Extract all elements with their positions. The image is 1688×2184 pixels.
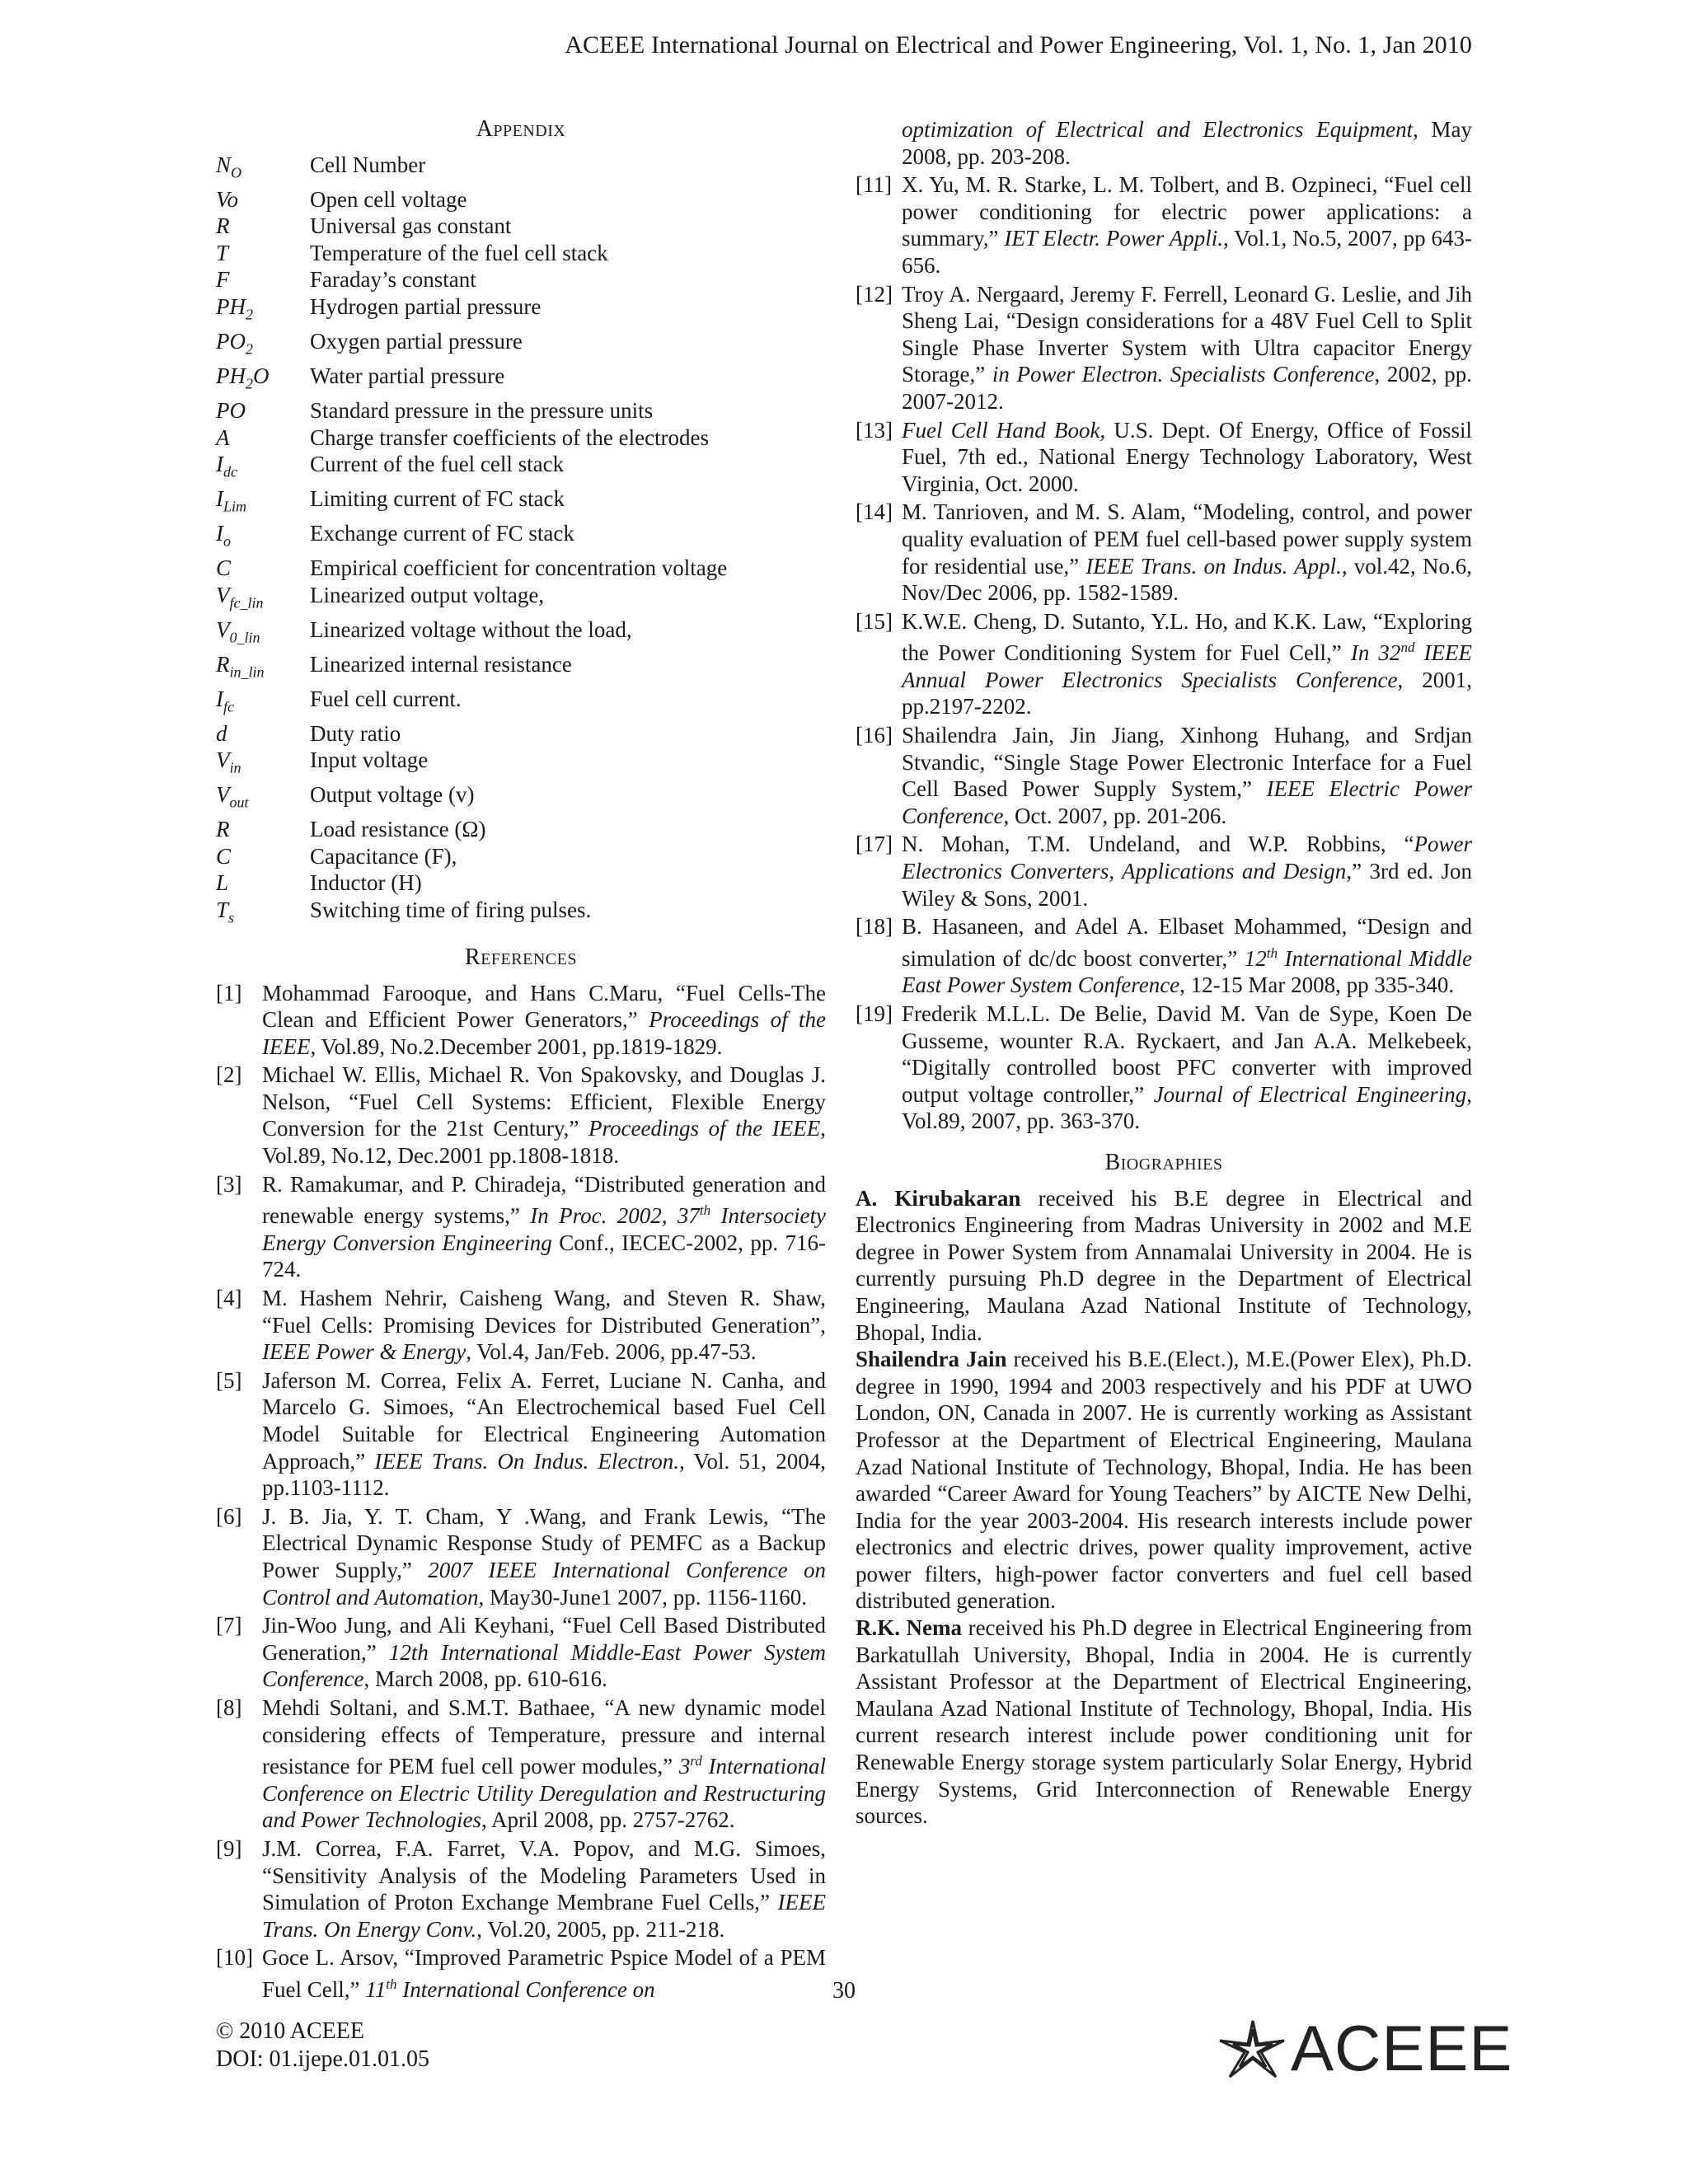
reference-item [856, 831, 1472, 912]
biography-text: received his B.E.(Elect.), M.E.(Power Elex), Ph.D. degree in 1990, 1994 and 2003 respectively and his PDF at UWO London, ON, Canada in 2007. He is currently working as Assistant Professor at the Department of Electrical Engineering, Maulana Azad National Institute of Technology, Bhopal, India. He has been awarded “Career Award for Young Teachers” by AICTE New Delhi, India for the year 2003-2004. His research interests include power electronics and electric drives, power quality improvement, active power filters, high-power factor converters and fuel cell based distributed generation. [856, 1347, 1472, 1614]
italic-text: International Middle East Power System Conference [902, 945, 1473, 998]
reference-number: [9] [216, 1835, 242, 1861]
biography-list [856, 1185, 1472, 1830]
symbol-definition: Load resistance (Ω) [310, 817, 486, 842]
biography-paragraph [856, 1346, 1472, 1615]
text-segment: Jin-Woo Jung, and Ali Keyhani, “Fuel Cell Based Distributed Generation,” [262, 1613, 826, 1665]
symbol-subscript: O [231, 163, 242, 180]
reference-item [216, 1835, 826, 1943]
symbol-definition: Input voltage [310, 748, 429, 773]
reference-number: [8] [216, 1694, 242, 1720]
reference-text [262, 1062, 826, 1169]
symbol-definition: Universal gas constant [310, 213, 512, 239]
text-segment: M. Hashem Nehrir, Caisheng Wang, and Steven R. Shaw, “Fuel Cells: Promising Devices for Distributed Generation”, [262, 1286, 826, 1338]
symbol-definition: Linearized output voltage, [310, 582, 545, 607]
symbol-subscript: out [229, 794, 249, 811]
text-segment: Jaferson M. Correa, Felix A. Ferret, Luciane N. Canha, and Marcelo G. Simoes, “An Electrochemical based Fuel Cell Model Suitable for Electrical Engineering Automation Approach,” [262, 1367, 826, 1474]
text-segment: , 2002, pp. 2007-2012. [902, 362, 1472, 414]
italic-text: Journal of Electrical Engineering [1153, 1081, 1467, 1107]
symbol-subscript: Lim [223, 498, 247, 515]
symbol-definition: Cell Number [310, 152, 426, 177]
reference-number: [18] [856, 914, 893, 940]
symbol-row [216, 397, 826, 424]
text-segment: J. B. Jia, Y. T. Cham, Y .Wang, and Frank Lewis, “The Electrical Dynamic Response Study of PEMFC as a Backup Power Supply,” [262, 1503, 826, 1582]
symbol-row [216, 266, 826, 293]
symbol-row [216, 747, 826, 781]
appendix-heading: Appendix [476, 116, 566, 142]
symbol-row [216, 869, 826, 897]
text-segment: X. Yu, M. R. Starke, L. M. Tolbert, and B. Ozpineci, “Fuel cell power conditioning for electric power applications: a summary,” [902, 172, 1472, 251]
page-number: 30 [832, 1978, 856, 2004]
text-segment: U.S. Dept. Of Energy, Office of Fossil Fuel, 7th ed., National Energy Technology Laboratory, West Virginia, Oct. 2000. [902, 417, 1473, 496]
text-segment: , May 2008, pp. 203-208. [902, 117, 1472, 169]
symbol-definition: Oxygen partial pressure [310, 328, 523, 354]
symbol-definition: Switching time of firing pulses. [310, 897, 592, 922]
symbol: $I_o$ [216, 521, 231, 550]
author-name: R.K. Nema [856, 1615, 963, 1641]
biography-text: received his Ph.D degree in Electrical Engineering from Barkatullah University, Bhopal, India in 2004. He is currently Assistant Professor at the Department of Electrical Engineering, Maulana Azad National Institute of Technology, Bhopal, India. His current research interest include power conditioning unit for Renewable Energy storage system particularly Solar Energy, Hybrid Energy Systems, Grid Interconnection of Renewable Energy sources. [856, 1615, 1472, 1829]
biography-paragraph [856, 1615, 1472, 1830]
symbol: R [216, 817, 230, 842]
symbol-definition: Linearized voltage without the load, [310, 616, 632, 642]
symbol-list [216, 152, 826, 931]
text-segment: Troy A. Nergaard, Jeremy F. Ferrell, Leonard G. Leslie, and Jih Sheng Lai, “Design considerations for a 48V Fuel Cell to Split Single Phase Inverter System with Ultra capacitor Energy Storage,” [902, 281, 1472, 387]
doi-text: DOI: 01.ijepe.01.01.05 [216, 2046, 429, 2072]
text-segment: , 2001, pp.2197-2202. [902, 667, 1473, 719]
text-segment: , Vol.89, 2007, pp. 363-370. [902, 1081, 1472, 1134]
italic-text: In 32 [1350, 640, 1401, 666]
italic-text: 12th International Middle-East Power System Conference [262, 1639, 826, 1692]
logo-wordmark: ACEEE [1291, 2012, 1513, 2084]
symbol: $PH_2$ [216, 293, 253, 323]
italic-text: International Conference on Electric Utility Deregulation and Restructuring and Power Technologies [262, 1754, 826, 1833]
symbol-definition: Capacitance (F), [310, 843, 457, 869]
symbol-definition: Linearized internal resistance [310, 651, 572, 677]
text-segment: K.W.E. Cheng, D. Sutanto, Y.L. Ho, and K.K. Law, “Exploring the Power Conditioning System for Fuel Cell,” [902, 608, 1472, 666]
symbol: $I_{dc}$ [216, 452, 237, 480]
reference-text [262, 1612, 826, 1693]
reference-text [902, 913, 1472, 999]
reference-number: [2] [216, 1062, 242, 1088]
reference-item [216, 1503, 826, 1610]
author-name: A. Kirubakaran [856, 1185, 1021, 1211]
text-segment: , May30-June1 2007, pp. 1156-1160. [478, 1584, 807, 1610]
symbol: L [216, 870, 229, 896]
italic-text: International Conference on [396, 1976, 655, 2002]
reference-number: [15] [856, 608, 893, 634]
text-segment: Mehdi Soltani, and S.M.T. Bathaee, “A new dynamic model considering effects of Temperature, pressure and internal resistance for PEM fuel cell power modules,” [262, 1694, 826, 1779]
symbol-row [216, 424, 826, 452]
symbol: $V_{0\_lin}$ [216, 616, 260, 646]
reference-number: [6] [216, 1503, 242, 1529]
text-segment: R. Ramakumar, and P. Chiradeja, “Distributed generation and renewable energy systems,” [262, 1171, 826, 1229]
reference-item [216, 1285, 826, 1366]
symbol-definition: Current of the fuel cell stack [310, 452, 565, 477]
italic-text: In Proc. 2002, 37 [530, 1203, 700, 1229]
text-segment: ,” 3rd ed. Jon Wiley & Sons, 2001. [902, 859, 1472, 911]
text-segment: B. Hasaneen, and Adel A. Elbaset Mohammed, “Design and simulation of dc/dc boost converter,” [902, 914, 1472, 971]
italic-text: Power Electronics Converters, Applications and Design [902, 832, 1472, 884]
reference-text [262, 1694, 826, 1834]
reference-number: [13] [856, 417, 893, 443]
star-burst-icon [1215, 2016, 1291, 2082]
symbol: $N_O$ [216, 152, 242, 180]
text-segment: , April 2008, pp. 2757-2762. [481, 1807, 735, 1833]
reference-item [216, 980, 826, 1061]
right-column [856, 116, 1472, 1830]
biography-paragraph [856, 1185, 1472, 1347]
symbol: T [216, 240, 229, 265]
symbol: $V_{out}$ [216, 782, 249, 811]
symbol-definition: Empirical coefficient for concentration voltage [310, 555, 728, 581]
reference-continuation [856, 116, 1472, 170]
italic-text: 2007 IEEE International Conference on Control and Automation [262, 1557, 826, 1610]
reference-text [902, 722, 1472, 829]
symbol-row [216, 213, 826, 240]
text-segment: Michael W. Ellis, Michael R. Von Spakovsky, and Douglas J. Nelson, “Fuel Cell Systems: Efficient, Flexible Energy Conversion for the 21st Century,” [262, 1062, 826, 1141]
biography-text: received his B.E degree in Electrical and Electronics Engineering from Madras University in 2002 and M.E degree in Power System from Annamalai University in 2004. He is currently pursuing Ph.D degree in the Department of Electrical Engineering, Maulana Azad National Institute of Technology, Bhopal, India. [856, 1185, 1472, 1345]
reference-text [262, 1835, 826, 1943]
text-segment: M. Tanrioven, and M. S. Alam, “Modeling, control, and power quality evaluation of PEM fuel cell-based power supply system for residential use,” [902, 499, 1472, 579]
reference-item [856, 417, 1472, 498]
symbol-subscript: fc [223, 697, 234, 715]
reference-number: [17] [856, 832, 893, 857]
symbol: $V_{fc\_lin}$ [216, 582, 264, 612]
reference-item [216, 1367, 826, 1502]
reference-text [262, 1367, 826, 1502]
italic-text: IET Electr. Power Appli. [1004, 226, 1224, 251]
symbol-subscript: dc [223, 463, 237, 480]
symbol-row [216, 816, 826, 843]
symbol-definition: Duty ratio [310, 720, 401, 746]
reference-number: [10] [216, 1945, 253, 1971]
text-segment: N. Mohan, T.M. Undeland, and W.P. Robbins, “ [902, 832, 1414, 857]
italic-text: IEEE Power & Energy [262, 1339, 467, 1365]
symbol-row [216, 520, 826, 555]
reference-number: [14] [856, 499, 893, 525]
reference-item [216, 1062, 826, 1169]
reference-number: [7] [216, 1613, 242, 1638]
symbol-definition: Limiting current of FC stack [310, 486, 565, 512]
reference-text [262, 1503, 826, 1610]
symbol-subscript: in [229, 759, 241, 776]
footer-info [216, 2018, 429, 2074]
reference-item [216, 1612, 826, 1693]
symbol-definition: Inductor (H) [310, 870, 422, 896]
reference-number: [4] [216, 1286, 242, 1311]
symbol-definition: Fuel cell current. [310, 686, 462, 711]
reference-number: [11] [856, 172, 892, 198]
reference-text [902, 1001, 1472, 1135]
references-heading: References [465, 944, 577, 970]
italic-text: IEEE Trans. on Indus. Appl. [1085, 553, 1342, 579]
reference-text [902, 831, 1472, 912]
symbol: $V_{in}$ [216, 748, 241, 776]
text-segment: , Oct. 2007, pp. 201-206. [1003, 803, 1227, 828]
symbol-definition: Charge transfer coefficients of the electrodes [310, 424, 710, 450]
reference-number: [1] [216, 980, 242, 1005]
symbol-definition: Standard pressure in the pressure units [310, 397, 654, 423]
symbol: Vo [216, 186, 238, 212]
reference-number: [19] [856, 1001, 893, 1026]
reference-item [856, 499, 1472, 606]
symbol-subscript: s [228, 909, 235, 926]
symbol: F [216, 267, 230, 293]
text-segment: J.M. Correa, F.A. Farret, V.A. Popov, and M.G. Simoes, “Sensitivity Analysis of the Modeling Parameters Used in Simulation of Proton Exchange Membrane Fuel Cells,” [262, 1835, 826, 1915]
reference-item [856, 722, 1472, 829]
reference-number: [16] [856, 723, 893, 748]
symbol: PO [216, 397, 246, 423]
symbol-row [216, 616, 826, 651]
reference-item [856, 1001, 1472, 1135]
symbol: $R_{in\_lin}$ [216, 651, 265, 680]
text-segment: , vol.42, No.6, Nov/Dec 2006, pp. 1582-1589. [902, 553, 1473, 606]
reference-text [262, 1285, 826, 1366]
reference-item [856, 913, 1472, 999]
italic-text: 12 [1244, 945, 1267, 971]
text-segment: , Vol.89, No.2.December 2001, pp.1819-1829. [310, 1033, 723, 1059]
reference-text [902, 417, 1472, 498]
symbol: C [216, 555, 232, 581]
reference-text [902, 608, 1472, 720]
text-segment: , Vol.4, Jan/Feb. 2006, pp.47-53. [466, 1339, 757, 1365]
reference-number: [12] [856, 281, 893, 307]
text-segment: , Vol. 51, 2004, pp.1103-1112. [262, 1448, 826, 1501]
left-column [216, 113, 826, 2004]
reference-item [216, 1694, 826, 1834]
symbol-subscript: 2 [246, 375, 253, 392]
superscript: th [1266, 944, 1278, 961]
text-segment: , Vol.89, No.12, Dec.2001 pp.1808-1818. [262, 1116, 826, 1169]
symbol: $T_s$ [216, 897, 235, 926]
symbol: $PO_2$ [216, 328, 253, 358]
reference-item [856, 608, 1472, 720]
symbol: $PH_2O$ [216, 363, 270, 392]
symbol-row [216, 897, 826, 931]
symbol-row [216, 363, 826, 397]
italic-text: Proceedings of the IEEE [588, 1116, 821, 1141]
symbol-row [216, 555, 826, 582]
italic-text: 11 [365, 1976, 387, 2002]
text-segment: , March 2008, pp. 610-616. [363, 1666, 607, 1692]
italic-text: IEEE Trans. On Energy Conv. [262, 1890, 826, 1942]
symbol-row [216, 843, 826, 870]
text-segment: Goce L. Arsov, “Improved Parametric Pspice Model of a PEM Fuel Cell,” [262, 1945, 826, 2002]
symbol-subscript: in_lin [229, 663, 265, 680]
reference-item [856, 171, 1472, 279]
reference-text [262, 980, 826, 1061]
symbol: R [216, 213, 230, 239]
symbol-row [216, 485, 826, 520]
biographies-heading: Biographies [1104, 1149, 1223, 1175]
symbol-definition: Faraday’s constant [310, 267, 476, 293]
symbol-subscript: 2 [246, 306, 253, 323]
symbol-definition: Open cell voltage [310, 186, 467, 212]
symbol-subscript: 0_lin [229, 629, 260, 646]
symbol-row [216, 328, 826, 363]
reference-text [902, 281, 1472, 415]
reference-number: [5] [216, 1367, 242, 1393]
symbol: $I_{fc}$ [216, 686, 234, 715]
text-segment: , Vol.20, 2005, pp. 211-218. [476, 1916, 725, 1942]
reference-text [262, 1171, 826, 1283]
italic-text: Intersociety Energy Conversion Engineering [262, 1203, 826, 1255]
symbol-definition: Exchange current of FC stack [310, 521, 574, 546]
italic-text: in Power Electron. Specialists Conference [992, 362, 1375, 387]
reference-text [902, 499, 1472, 606]
italic-text: IEEE Electric Power Conference [902, 776, 1473, 828]
symbol: C [216, 843, 232, 869]
italic-text: 3 [678, 1754, 691, 1779]
text-segment: Frederik M.L.L. De Belie, David M. Van de Sype, Koen De Gusseme, wounter R.A. Ryckaert, and Jan A.A. Melkebeek, “Digitally controlled boost PFC converter with improved output voltage controller,” [902, 1001, 1472, 1107]
text-segment: , Vol.1, No.5, 2007, pp 643-656. [902, 226, 1472, 278]
italic-text: Fuel Cell Hand Book, [902, 417, 1106, 443]
symbol-subscript: fc_lin [229, 594, 264, 612]
reference-number: [3] [216, 1171, 242, 1197]
italic-text: IEEE Annual Power Electronics Specialists Conference [902, 640, 1472, 692]
running-header: ACEEE International Journal on Electrical and Power Engineering, Vol. 1, No. 1, Jan 2010 [565, 31, 1472, 59]
symbol: $I_{Lim}$ [216, 486, 247, 515]
symbol-definition: Water partial pressure [310, 363, 505, 388]
symbol-subscript: o [223, 532, 231, 550]
symbol-row [216, 293, 826, 328]
symbol-definition: Output voltage (v) [310, 782, 475, 808]
symbol: d [216, 720, 227, 746]
copyright-text: © 2010 ACEEE [216, 2018, 364, 2044]
reference-text [902, 171, 1472, 279]
reference-item [216, 1171, 826, 1283]
reference-list-right [856, 171, 1472, 1135]
symbol-row [216, 720, 826, 748]
text-segment: , 12-15 Mar 2008, pp 335-340. [1179, 972, 1455, 998]
text-segment: Shailendra Jain, Jin Jiang, Xinhong Huhang, and Srdjan Stvandic, “Single Stage Power Electronic Interface for a Fuel Cell Based Power Supply System,” [902, 723, 1472, 802]
symbol-row [216, 686, 826, 720]
symbol: A [216, 424, 230, 450]
symbol-row [216, 186, 826, 213]
italic-text: IEEE Trans. On Indus. Electron. [374, 1448, 680, 1474]
symbol-row [216, 582, 826, 616]
italic-text: optimization of Electrical and Electronics Equipment [902, 117, 1414, 142]
text-segment: Mohammad Farooque, and Hans C.Maru, “Fuel Cells-The Clean and Efficient Power Generators,” [262, 980, 826, 1033]
aceee-logo [1215, 2011, 1512, 2086]
text-segment: Conf., IECEC-2002, pp. 716-724. [262, 1230, 826, 1282]
italic-text: Proceedings of the IEEE [262, 1007, 826, 1059]
symbol-row [216, 152, 826, 186]
reference-list-left [216, 980, 826, 2004]
symbol-row [216, 451, 826, 485]
reference-item [856, 281, 1472, 415]
symbol-row [216, 651, 826, 686]
author-name: Shailendra Jain [856, 1347, 1007, 1372]
symbol-subscript: 2 [246, 340, 253, 358]
superscript: th [386, 1975, 397, 1992]
symbol-definition: Hydrogen partial pressure [310, 293, 542, 319]
superscript: nd [1400, 640, 1415, 656]
symbol-definition: Temperature of the fuel cell stack [310, 240, 608, 265]
symbol-row [216, 781, 826, 816]
superscript: rd [690, 1753, 702, 1769]
symbol-row [216, 240, 826, 267]
superscript: th [699, 1202, 711, 1219]
